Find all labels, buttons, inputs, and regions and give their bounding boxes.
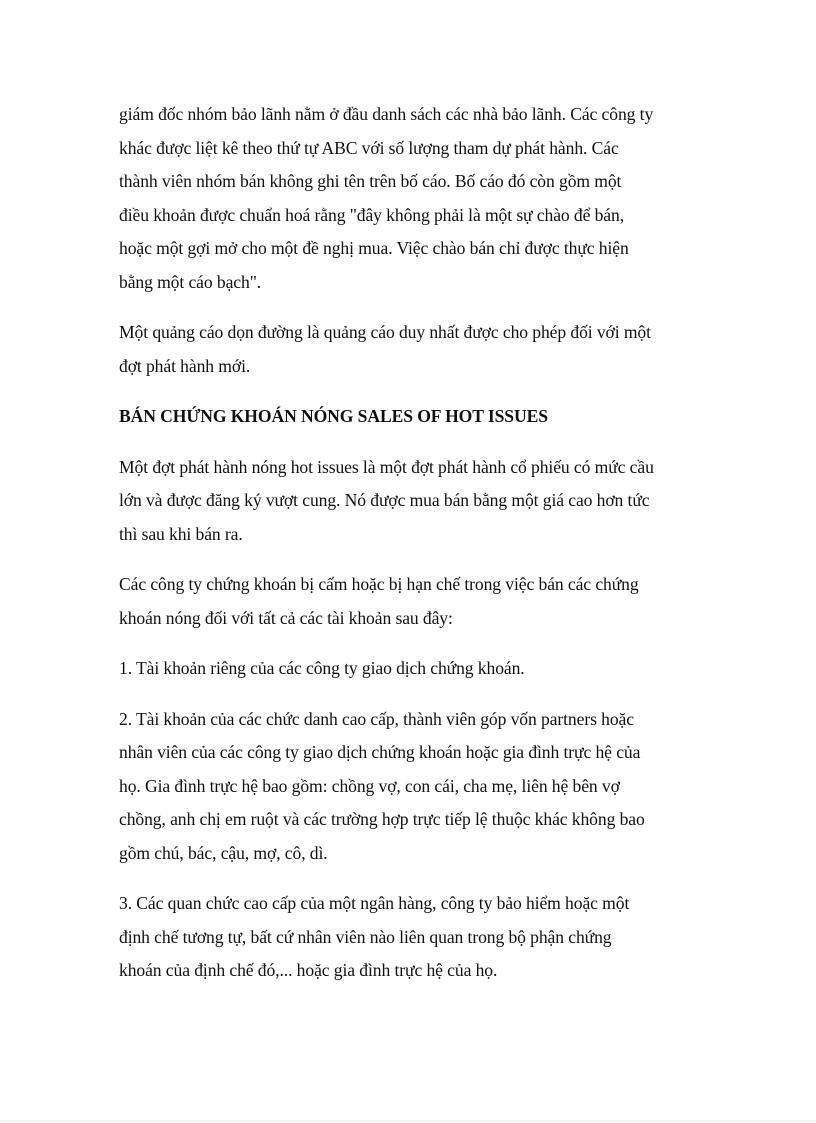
paragraph (119, 568, 709, 635)
text-line: chồng, anh chị em ruột và các trường hợp trực tiếp lệ thuộc khác không bao (119, 809, 645, 829)
text-line: thì sau khi bán ra. (119, 523, 243, 544)
text-line: nhân viên của các công ty giao dịch chứng khoán hoặc gia đình trực hệ của (119, 742, 641, 762)
paragraph (119, 652, 709, 686)
paragraph (119, 98, 709, 299)
paragraph (119, 887, 709, 988)
document-body (119, 98, 709, 1005)
page-edge-divider (0, 1120, 816, 1121)
text-line: thành viên nhóm bán không ghi tên trên bố cáo. Bố cáo đó còn gồm một (119, 171, 622, 191)
text-line: khoán của định chế đó,... hoặc gia đình trực hệ của họ. (119, 960, 498, 980)
text-line: định chế tương tự, bất cứ nhân viên nào liên quan trong bộ phận chứng (119, 926, 612, 947)
text-line: 2. Tài khoản của các chức danh cao cấp, thành viên góp vốn partners hoặc (119, 708, 634, 729)
text-line: Một quảng cáo dọn đường là quảng cáo duy nhất được cho phép đối với một (119, 322, 651, 342)
text-line: BÁN CHỨNG KHOÁN NÓNG SALES OF HOT ISSUES (119, 406, 548, 426)
section-heading (119, 400, 709, 434)
text-line: đợt phát hành mới. (119, 355, 251, 376)
text-line: lớn và được đăng ký vượt cung. Nó được mua bán bằng một giá cao hơn tức (119, 490, 650, 510)
paragraph (119, 316, 709, 383)
text-line: giám đốc nhóm bảo lãnh nằm ở đầu danh sách các nhà bảo lãnh. Các công ty (119, 104, 654, 124)
text-line: Một đợt phát hành nóng hot issues là một đợt phát hành cổ phiếu có mức cầu (119, 456, 654, 477)
text-line: Các công ty chứng khoán bị cấm hoặc bị hạn chế trong việc bán các chứng (119, 574, 639, 594)
text-line: 1. Tài khoản riêng của các công ty giao dịch chứng khoán. (119, 658, 525, 678)
text-line: khác được liệt kê theo thứ tự ABC với số lượng tham dự phát hành. Các (119, 137, 619, 158)
paragraph (119, 703, 709, 871)
text-line: khoán nóng đối với tất cả các tài khoản sau đây: (119, 607, 453, 628)
paragraph (119, 451, 709, 552)
text-line: gồm chú, bác, cậu, mợ, cô, dì. (119, 842, 328, 863)
text-line: hoặc một gợi mở cho một đề nghị mua. Việc chào bán chỉ được thực hiện (119, 238, 629, 258)
text-line: bằng một cáo bạch". (119, 271, 262, 292)
text-line: họ. Gia đình trực hệ bao gồm: chồng vợ, con cái, cha mẹ, liên hệ bên vợ (119, 775, 620, 796)
text-line: 3. Các quan chức cao cấp của một ngân hàng, công ty bảo hiểm hoặc một (119, 893, 630, 913)
text-line: điều khoản được chuẩn hoá rằng "đây không phải là một sự chào để bán, (119, 204, 625, 225)
